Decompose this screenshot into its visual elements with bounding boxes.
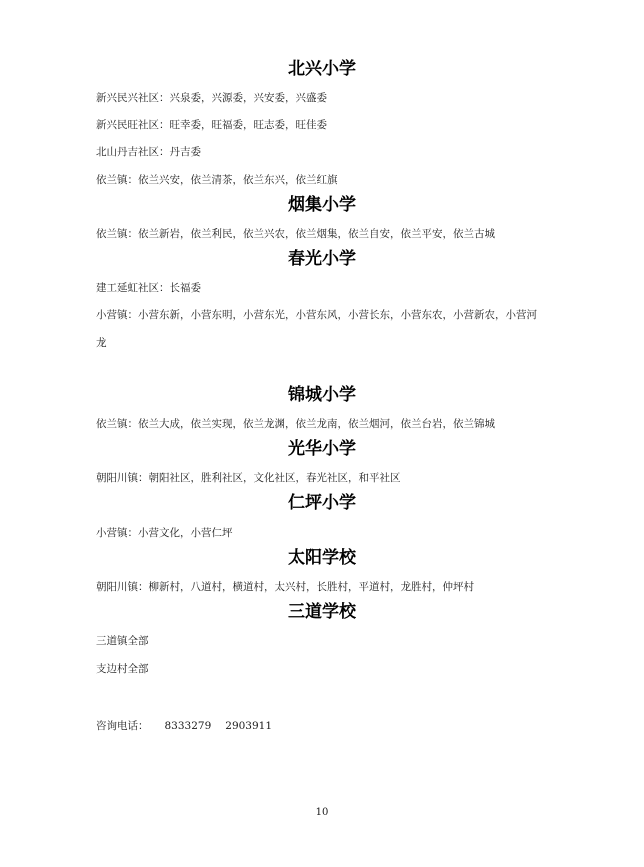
contact-line <box>96 719 272 733</box>
section-line: 依兰镇：依兰大成，依兰实现，依兰龙渊，依兰龙南，依兰烟河，依兰台岩，依兰锦城 <box>96 418 495 430</box>
section-line: 朝阳川镇：柳新村，八道村，横道村，太兴村，长胜村，平道村，龙胜村，仲坪村 <box>96 581 474 593</box>
section-line: 朝阳川镇：朝阳社区，胜利社区，文化社区，春光社区，和平社区 <box>96 472 401 484</box>
section-title: 仁坪小学 <box>288 493 356 513</box>
section-line: 新兴民旺社区：旺幸委，旺福委，旺志委，旺佳委 <box>96 119 327 131</box>
section-title: 烟集小学 <box>288 195 356 215</box>
section-line: 小营镇：小营东新，小营东明，小营东光，小营东风，小营长东，小营东农，小营新农，小营河 <box>96 309 537 321</box>
section-title: 光华小学 <box>288 439 356 459</box>
contact-phone-1: 8333279 <box>164 720 212 732</box>
section-line: 依兰镇：依兰兴安，依兰清茶，依兰东兴，依兰红旗 <box>96 174 338 186</box>
section-line: 北山丹吉社区：丹吉委 <box>96 146 201 158</box>
section-line: 支边村全部 <box>96 663 149 675</box>
section-title: 三道学校 <box>288 602 356 622</box>
section-line: 小营镇：小营文化，小营仁坪 <box>96 527 233 539</box>
section-title: 北兴小学 <box>288 59 356 79</box>
section-line: 三道镇全部 <box>96 635 149 647</box>
section-line: 依兰镇：依兰新岩，依兰利民，依兰兴农，依兰烟集，依兰自安，依兰平安，依兰古城 <box>96 228 495 240</box>
contact-label: 咨询电话： <box>96 720 149 732</box>
section-line: 龙 <box>96 337 107 349</box>
section-title: 春光小学 <box>288 249 356 269</box>
section-line: 建工延虹社区：长福委 <box>96 282 201 294</box>
page-number: 10 <box>315 807 329 818</box>
contact-phone-2: 2903911 <box>225 720 273 732</box>
section-title: 锦城小学 <box>288 385 356 405</box>
section-line: 新兴民兴社区：兴泉委，兴源委，兴安委，兴盛委 <box>96 92 327 104</box>
section-title: 太阳学校 <box>288 548 356 568</box>
